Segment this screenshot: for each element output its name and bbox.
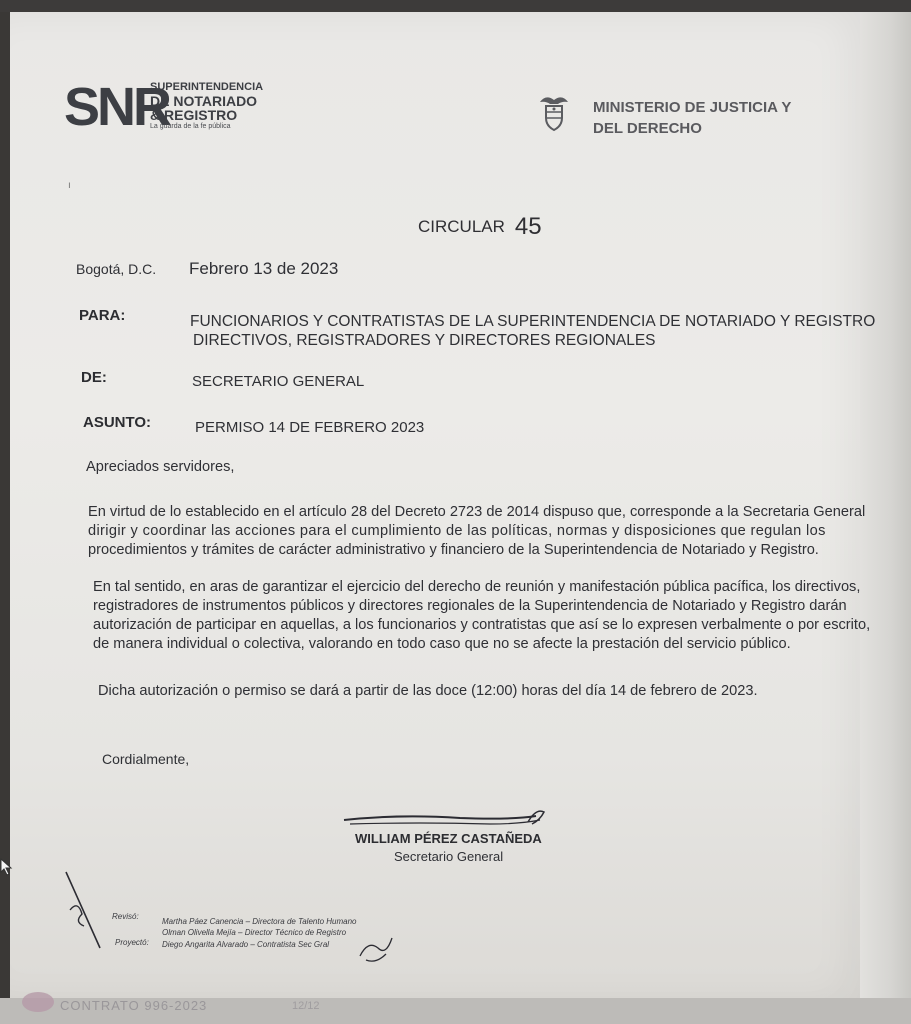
snr-logo-letters: SNR: [64, 77, 170, 137]
greeting: Apreciados servidores,: [86, 459, 235, 475]
initials-scribble-icon: [356, 930, 396, 966]
reviso-label: Revisó:: [112, 912, 139, 921]
bottom-blob: [22, 992, 54, 1012]
para-label: PARA:: [79, 307, 126, 324]
circular-number: 45: [514, 213, 542, 240]
paragraph-1-line: En virtud de lo establecido en el artículo 28 del Decreto 2723 de 2014 dispuso que, corresponde a la Secretaria General: [88, 504, 866, 520]
signer-title: Secretario General: [394, 849, 504, 864]
page-mark: ı: [68, 180, 71, 191]
paragraph-2: [93, 578, 870, 654]
paragraph-1-line: procedimientos y trámites de carácter administrativo y financiero de la Superintendencia de Notariado y Registro.: [88, 542, 819, 558]
para-line2: DIRECTIVOS, REGISTRADORES Y DIRECTORES REGIONALES: [193, 332, 656, 349]
de-value: SECRETARIO GENERAL: [192, 373, 365, 390]
snr-logo-tagline: La guarda de la fe pública: [150, 123, 231, 130]
para-line1: FUNCIONARIOS Y CONTRATISTAS DE LA SUPERINTENDENCIA DE NOTARIADO Y REGISTRO: [190, 313, 876, 330]
paragraph-2-line: de manera individual o colectiva, valorando en todo caso que no se afecte la prestación del servicio público.: [93, 636, 791, 652]
snr-logo: [64, 77, 274, 140]
bottom-ghost-text: CONTRATO 996-2023: [60, 998, 208, 1013]
bottom-ghost-page: 12/12: [292, 1000, 320, 1012]
proyecto-label: Proyectó:: [115, 938, 149, 947]
de-label: DE:: [81, 369, 107, 386]
top-bar: [0, 0, 911, 12]
date: Febrero 13 de 2023: [189, 259, 339, 278]
initials-mark-icon: [60, 870, 110, 950]
bottom-strip: [0, 998, 911, 1024]
paragraph-2-line: registradores de instrumentos públicos y directores regionales de la Superintendencia de Notariado y Registro darán: [93, 598, 847, 614]
mouse-cursor-icon: [0, 858, 14, 876]
ministerio-line2: DEL DERECHO: [593, 120, 702, 137]
colombia-crest-icon: [536, 92, 572, 132]
snr-logo-line3: & REGISTRO: [150, 107, 238, 123]
ministerio-line1: MINISTERIO DE JUSTICIA Y: [593, 99, 792, 116]
ministerio-header: [593, 97, 791, 139]
paragraph-2-line: En tal sentido, en aras de garantizar el ejercicio del derecho de reunión y manifestación pública pacífica, los directivos,: [93, 579, 861, 595]
place: Bogotá, D.C.: [76, 261, 157, 277]
reviso-line2: Olman Olivella Mejía – Director Técnico de Registro: [162, 928, 347, 937]
signer-name: WILLIAM PÉREZ CASTAÑEDA: [355, 831, 542, 846]
closing: Cordialmente,: [102, 751, 190, 767]
circular-label: CIRCULAR: [418, 217, 505, 236]
asunto-value: PERMISO 14 DE FEBRERO 2023: [195, 419, 425, 436]
proyecto-line: Diego Angarita Alvarado – Contratista Sec Gral: [162, 940, 330, 949]
circular-title: [418, 213, 542, 241]
snr-logo-line1: SUPERINTENDENCIA: [150, 81, 264, 93]
reviso-line1: Martha Páez Canencia – Directora de Talento Humano: [162, 917, 357, 926]
page-edge: [860, 12, 911, 1002]
paragraph-3: Dicha autorización o permiso se dará a partir de las doce (12:00) horas del día 14 de febrero de 2023.: [98, 683, 758, 699]
paragraph-1: [88, 503, 865, 560]
paragraph-2-line: autorización de participar en aquellas, a los funcionarios y contratistas que así se lo expresen verbalmente o por escrito,: [93, 617, 871, 633]
paragraph-1-line: dirigir y coordinar las acciones para el cumplimiento de las políticas, normas y disposiciones que regulan los: [88, 523, 826, 539]
asunto-label: ASUNTO:: [83, 414, 152, 431]
snr-logo-line2: DE NOTARIADO: [150, 93, 258, 109]
